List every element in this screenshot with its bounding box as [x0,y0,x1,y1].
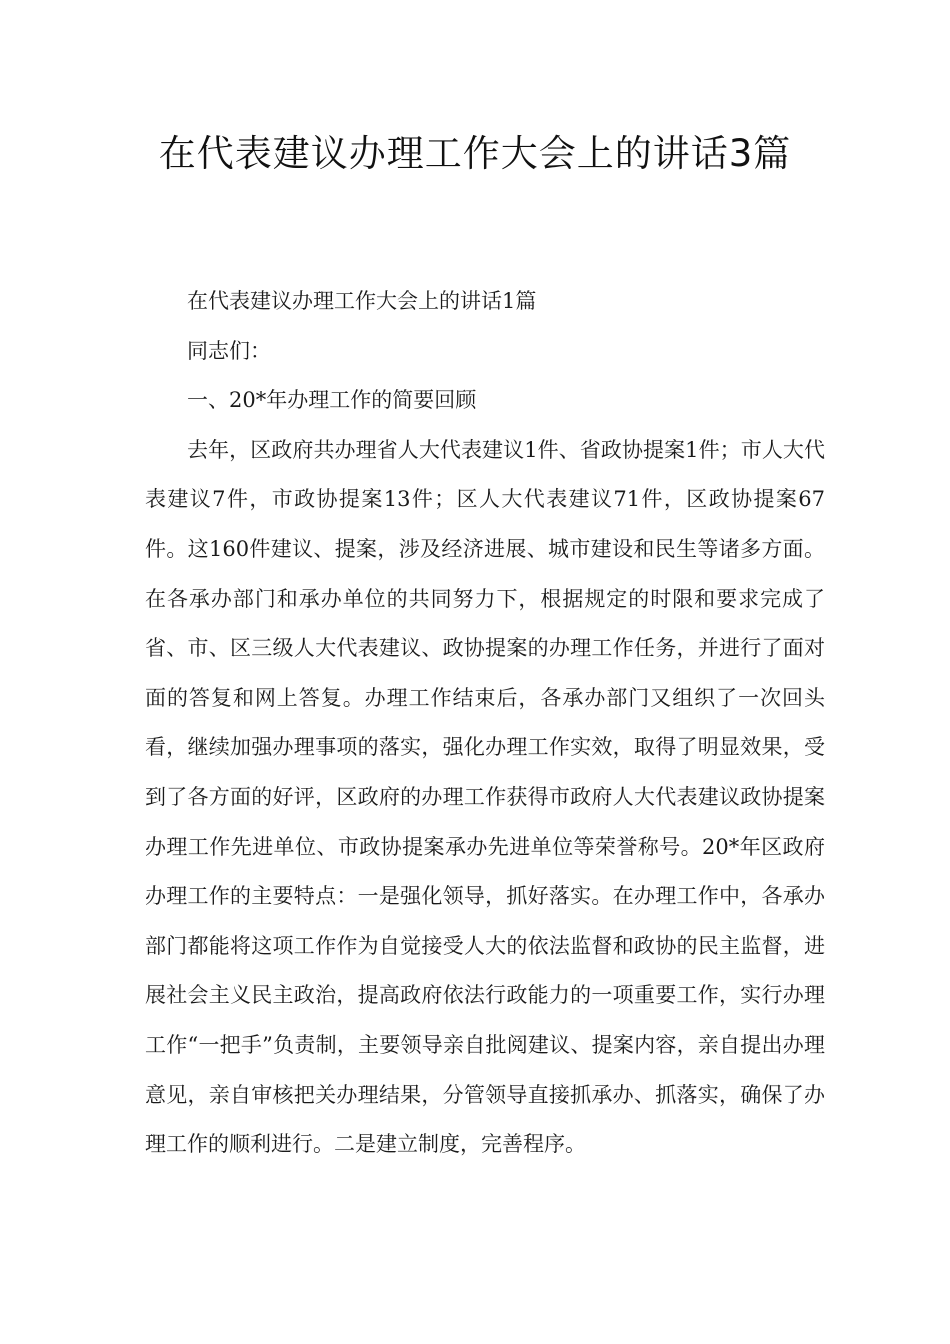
section-heading: 在代表建议办理工作大会上的讲话1篇 [187,289,537,313]
document-body [145,277,825,1170]
salutation: 同志们： [187,338,271,363]
document-title: 在代表建议办理工作大会上的讲话3篇 [158,132,792,175]
body-paragraph: 去年，区政府共办理省人大代表建议1件、省政协提案1件；市人大代表建议7件，市政协提案13件；区人大代表建议71件，区政协提案67件。这160件建议、提案，涉及经济进展、城市建设和民生等诸多方面。在各承办部门和承办单位的共同努力下，根据规定的时限和要求完成了省、市、区三级人大代表建议、政协提案的办理工作任务，并进行了面对面的答复和网上答复。办理工作结束后，各承办部门又组织了一次回头看，继续加强办理事项的落实，强化办理工作实效，取得了明显效果，受到了各方面的好评，区政府的办理工作获得市政府人大代表建议政协提案办理工作先进单位、市政协提案承办先进单位等荣誉称号。20*年区政府办理工作的主要特点：一是强化领导，抓好落实。在办理工作中，各承办部门都能将这项工作作为自觉接受人大的依法监督和政协的民主监督，进展社会主义民主政治，提高政府依法行政能力的一项重要工作，实行办理工作“一把手”负责制，主要领导亲自批阅建议、提案内容，亲自提出办理意见，亲自审核把关办理结果，分管领导直接抓承办、抓落实，确保了办理工作的顺利进行。二是建立制度，完善程序。 [145,437,825,1157]
subsection-heading: 一、20*年办理工作的简要回顾 [187,388,477,413]
